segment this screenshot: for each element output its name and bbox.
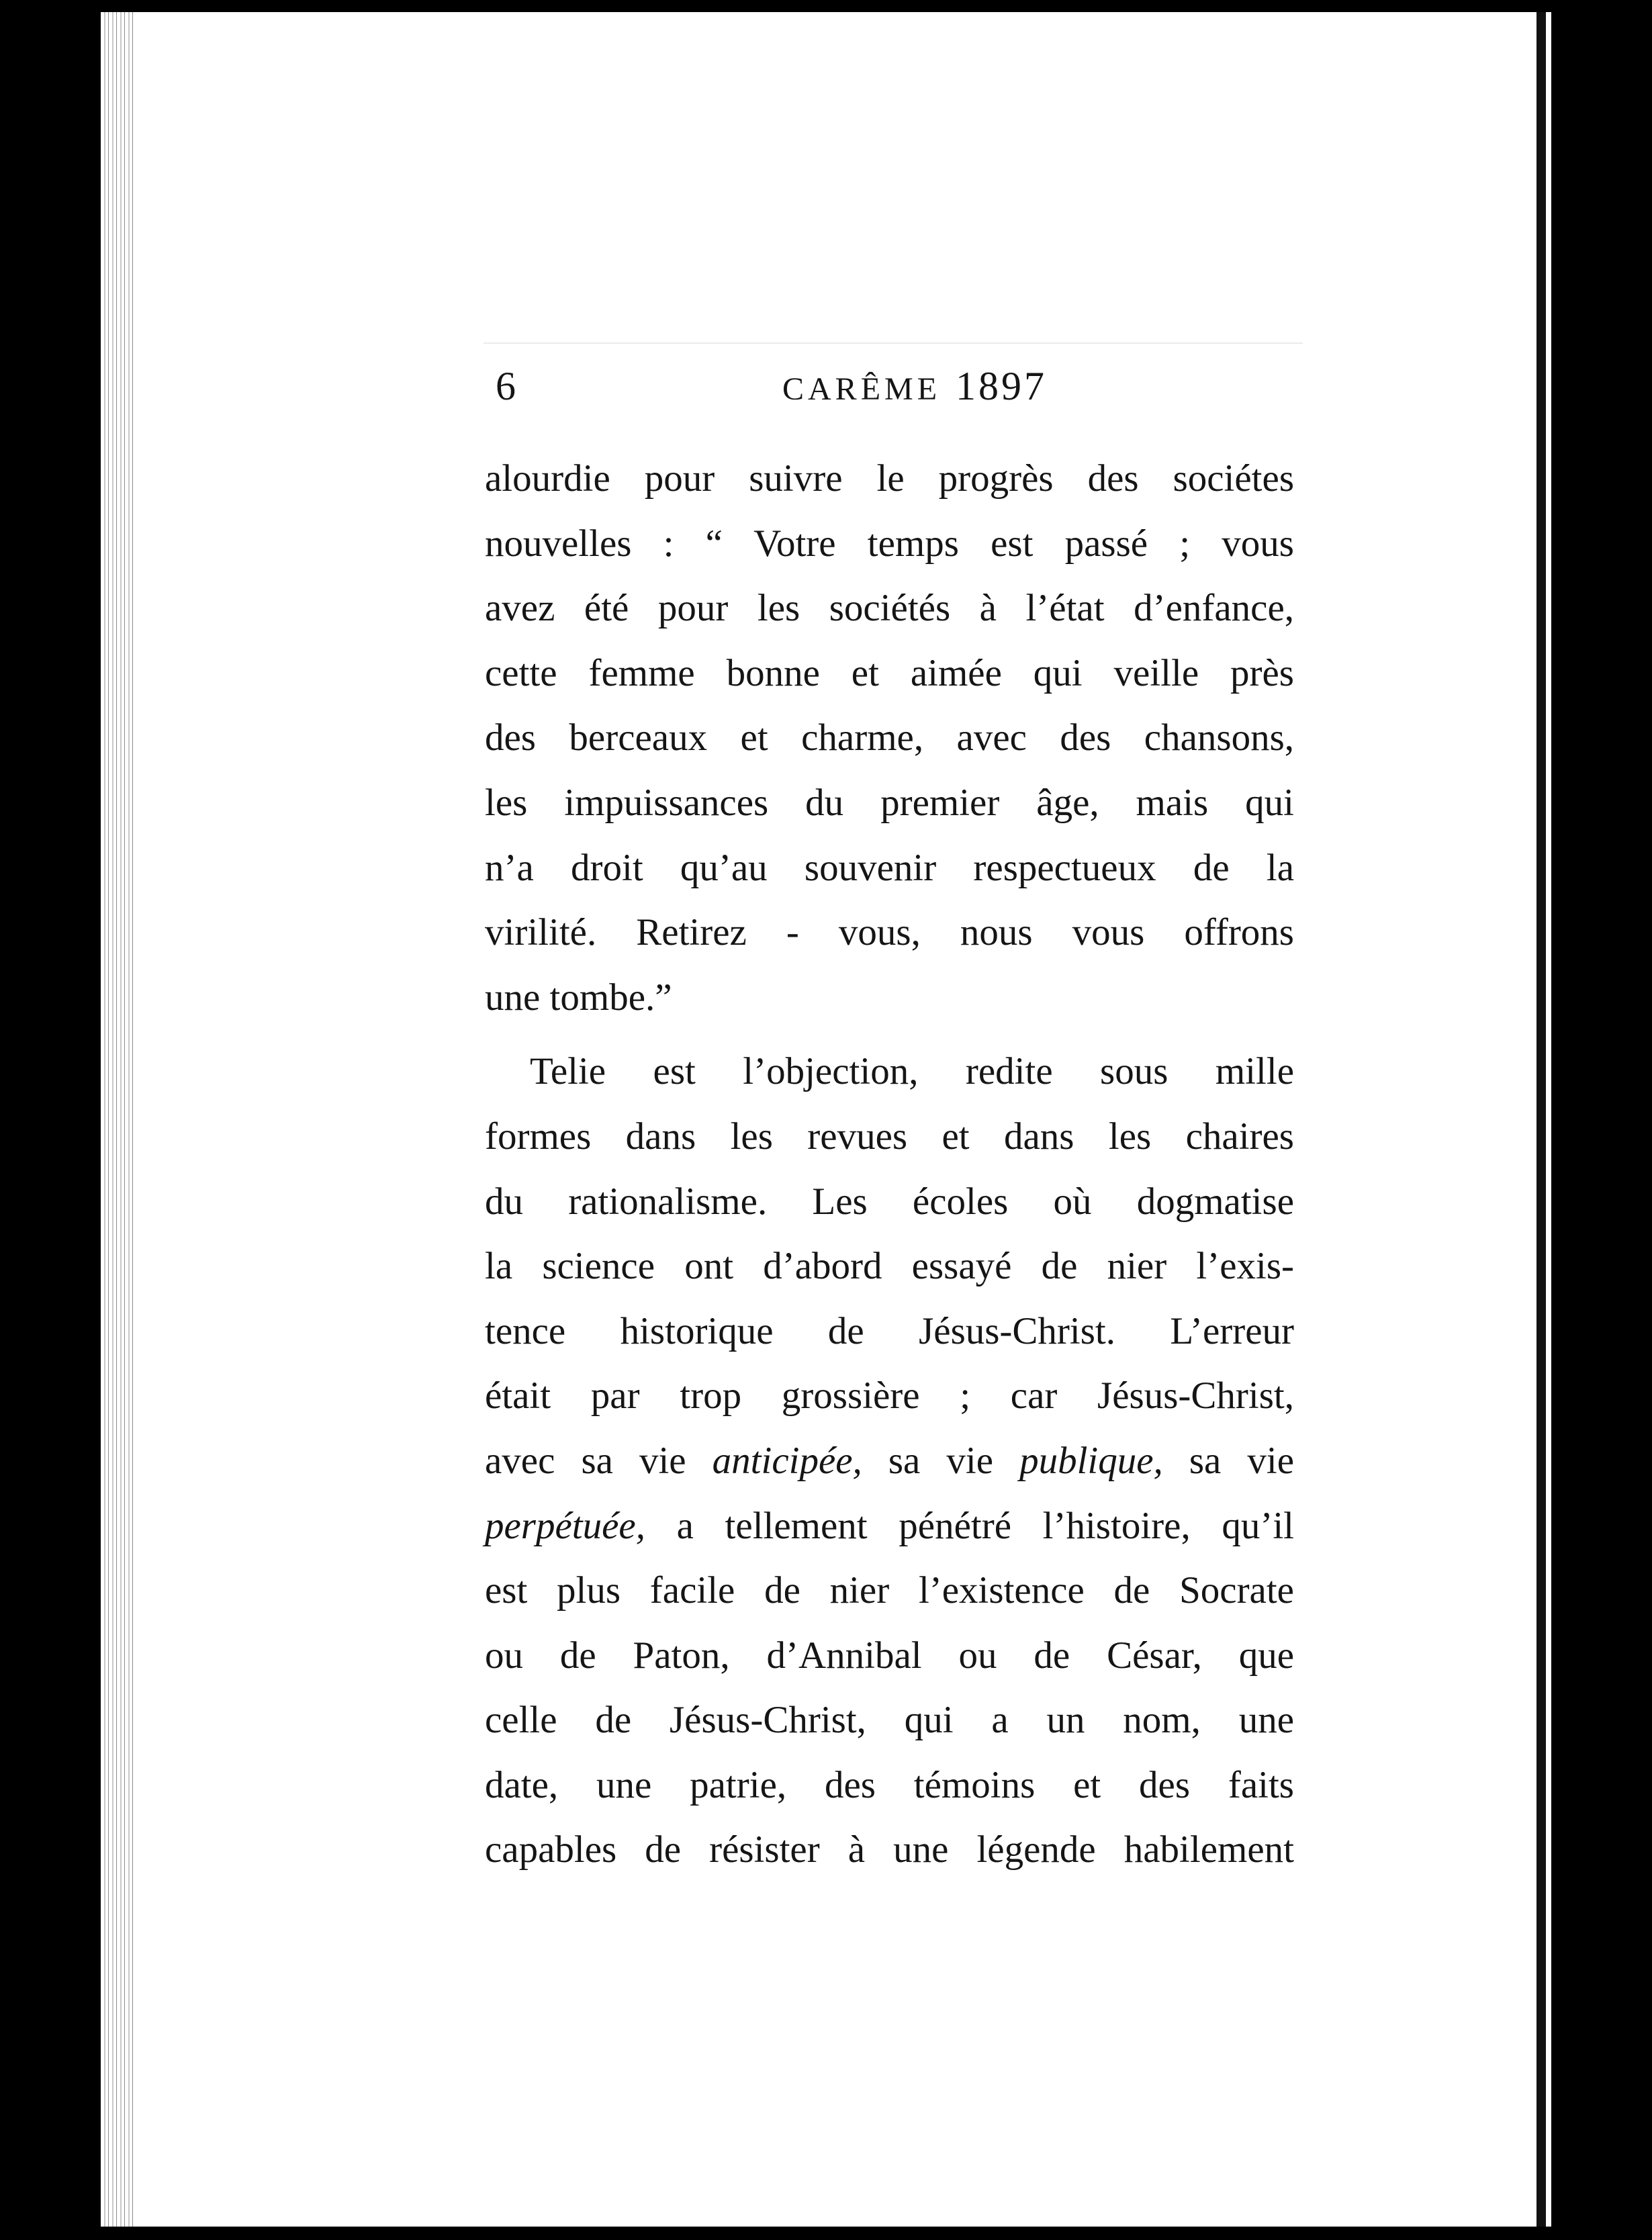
text-line: est plus facile de nier l’existence de Socrate <box>485 1569 1294 1612</box>
text-line: capables de résister à une légende habilement <box>485 1828 1294 1871</box>
text-run: sa vie <box>1162 1439 1294 1482</box>
running-title: CARÊME <box>782 371 942 407</box>
text-line: la science ont d’abord essayé de nier l’exis- <box>485 1245 1294 1288</box>
text-line-mixed <box>485 1429 1294 1494</box>
paragraph-1 <box>485 447 1294 1030</box>
text-line: n’a droit qu’au souvenir respectueux de la <box>485 846 1294 889</box>
text-line: virilité. Retirez - vous, nous vous offrons <box>485 911 1294 954</box>
paragraph-gap <box>485 1030 1294 1039</box>
scan-border-top <box>0 0 1652 12</box>
text-line: alourdie pour suivre le progrès des sociétes <box>485 457 1294 500</box>
text-line: des berceaux et charme, avec des chansons, <box>485 716 1294 759</box>
text-line: une tombe.” <box>485 976 672 1019</box>
running-year: 1897 <box>956 364 1048 408</box>
text-line: date, une patrie, des témoins et des faits <box>485 1763 1294 1806</box>
running-header <box>782 363 1047 413</box>
book-page-edges <box>101 12 134 2227</box>
italic-run: publique, <box>1019 1439 1163 1482</box>
italic-run: anticipée, <box>712 1439 862 1482</box>
paragraph-2 <box>485 1039 1294 1883</box>
text-line: était par trop grossière ; car Jésus-Christ, <box>485 1374 1294 1417</box>
text-line-mixed <box>485 1494 1294 1559</box>
book-gutter-edge <box>1531 12 1551 2227</box>
text-line: tence historique de Jésus-Christ. L’erreur <box>485 1309 1294 1352</box>
text-line: du rationalisme. Les écoles où dogmatise <box>485 1180 1294 1223</box>
text-line: formes dans les revues et dans les chaires <box>485 1115 1294 1158</box>
text-line: cette femme bonne et aimée qui veille près <box>485 651 1294 694</box>
text-line: avez été pour les sociétés à l’état d’enfance, <box>485 587 1294 630</box>
header-rule <box>484 342 1303 344</box>
text-line: les impuissances du premier âge, mais qui <box>485 781 1294 824</box>
text-line: Telie est l’objection, redite sous mille <box>530 1050 1294 1093</box>
text-run: avec sa vie <box>485 1439 713 1482</box>
italic-run: perpétuée, <box>485 1504 645 1547</box>
scan-border-right <box>1551 0 1652 2240</box>
text-line: ou de Paton, d’Annibal ou de César, que <box>485 1634 1294 1677</box>
text-line: nouvelles : “ Votre temps est passé ; vous <box>485 522 1294 565</box>
page-number: 6 <box>496 364 516 408</box>
scan-border-left <box>0 0 101 2240</box>
body-text <box>485 447 1294 1883</box>
text-run: a tellement pénétré l’histoire, qu’il <box>645 1504 1294 1547</box>
text-run: sa vie <box>862 1439 1020 1482</box>
text-line: celle de Jésus-Christ, qui a un nom, une <box>485 1699 1294 1742</box>
scan-border-bottom <box>0 2227 1652 2240</box>
